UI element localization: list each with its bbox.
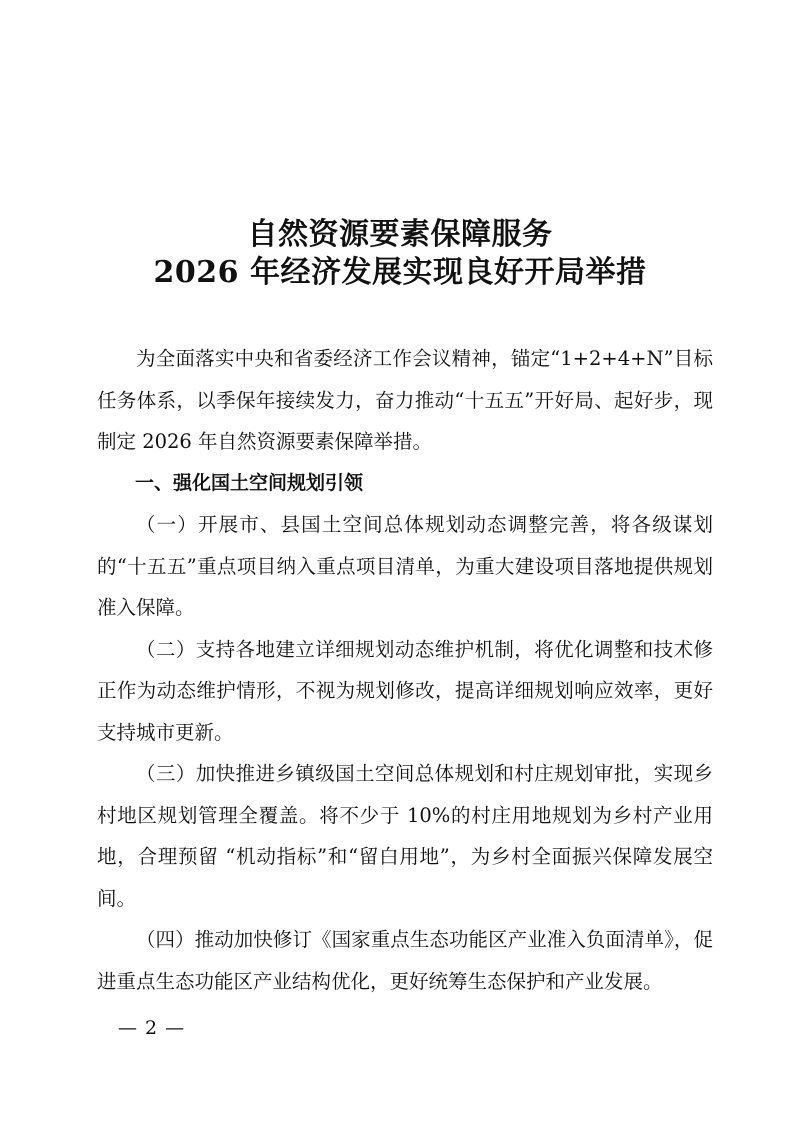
item-paragraph-3: （三）加快推进乡镇级国土空间总体规划和村庄规划审批，实现乡村地区规划管理全覆盖。将不少于 10%的村庄用地规划为乡村产业用地，合理预留 “机动指标”和“留白用地”，为乡村全面振兴保障发展空间。 xyxy=(97,762,713,910)
section-heading: 一、强化国土空间规划引领 xyxy=(135,471,364,494)
item-paragraph-4: （四）推动加快修订《国家重点生态功能区产业准入负面清单》，促进重点生态功能区产业结构优化，更好统筹生态保护和产业发展。 xyxy=(97,928,713,993)
page-number: — 2 — xyxy=(118,1017,186,1039)
document-title-line-2: 2026 年经济发展实现良好开局举措 xyxy=(153,255,647,290)
document-body xyxy=(97,338,713,1002)
intro-paragraph: 为全面落实中央和省委经济工作会议精神，锚定“1+2+4+N”目标任务体系，以季保年接续发力，奋力推动“十五五”开好局、起好步，现制定 2026 年自然资源要素保障举措。 xyxy=(97,347,713,453)
item-paragraph-2: （二）支持各地建立详细规划动态维护机制，将优化调整和技术修正作为动态维护情形，不视为规划修改，提高详细规划响应效率，更好支持城市更新。 xyxy=(97,637,713,744)
item-paragraph-1: （一）开展市、县国土空间总体规划动态调整完善，将各级谋划的“十五五”重点项目纳入重点项目清单，为重大建设项目落地提供规划准入保障。 xyxy=(97,513,713,619)
document-title-line-1: 自然资源要素保障服务 xyxy=(247,217,553,252)
